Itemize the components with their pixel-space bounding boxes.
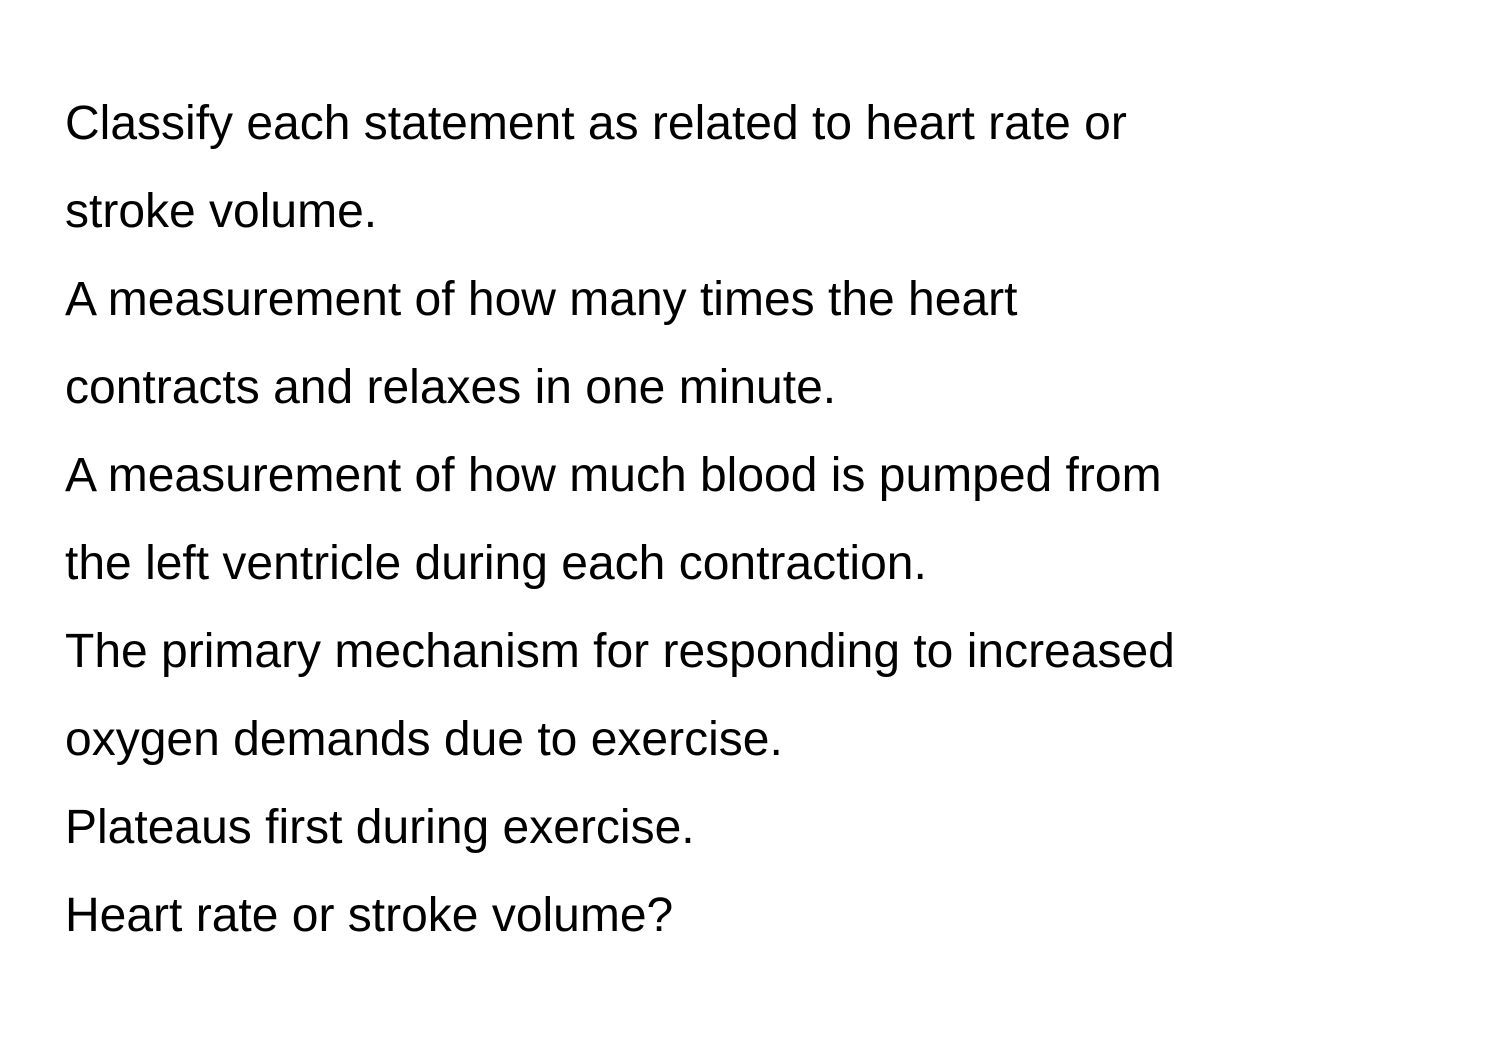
statement-1-line-1: A measurement of how many times the heart <box>65 273 1018 326</box>
statement-1-line-2: contracts and relaxes in one minute. <box>65 361 837 414</box>
statement-3-line-1: The primary mechanism for responding to increased <box>65 625 1175 678</box>
statement-4: Plateaus first during exercise. <box>65 801 695 854</box>
instruction-line-1: Classify each statement as related to heart rate or <box>65 97 1127 150</box>
instruction-line-2: stroke volume. <box>65 185 378 238</box>
statement-2-line-2: the left ventricle during each contraction. <box>65 537 927 590</box>
statement-2-line-1: A measurement of how much blood is pumped from <box>65 449 1162 502</box>
question-prompt: Heart rate or stroke volume? <box>65 889 674 942</box>
statement-3-line-2: oxygen demands due to exercise. <box>65 713 783 766</box>
document-body <box>65 80 1465 960</box>
